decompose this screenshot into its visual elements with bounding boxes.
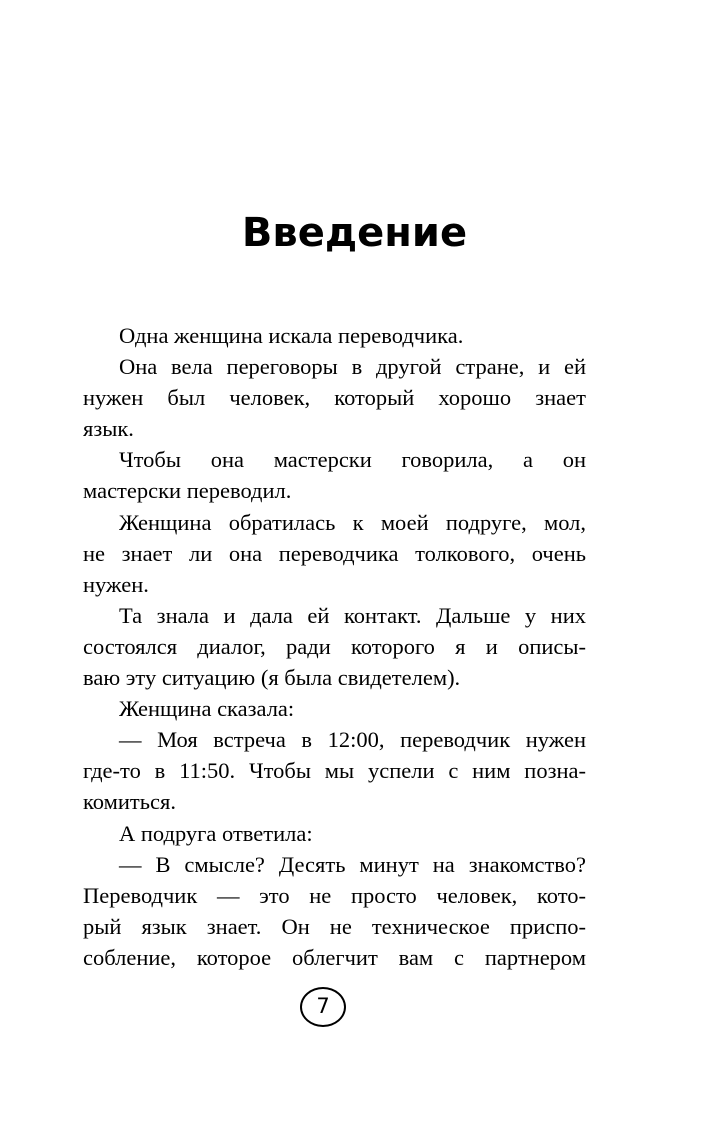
text-line: — В смысле? Десять минут на знакомство?: [119, 851, 586, 877]
text-line: Переводчик — это не просто человек, кото-: [83, 882, 586, 908]
text-line: Она вела переговоры в другой стране, и ей: [119, 354, 586, 380]
text-line: нужен.: [83, 571, 149, 597]
text-line: где-то в 11:50. Чтобы мы успели с ним позна-: [83, 758, 586, 784]
text-line: Женщина сказала:: [119, 696, 295, 722]
text-line: — Моя встреча в 12:00, переводчик нужен: [119, 727, 586, 753]
text-line: Одна женщина искала переводчика.: [119, 323, 464, 348]
text-line: состоялся диалог, ради которого я и описы-: [83, 633, 586, 659]
text-line: собление, которое облегчит вам с партнером: [83, 944, 586, 970]
text-line: нужен был человек, который хорошо знает: [83, 385, 586, 411]
text-line: не знает ли она переводчика толкового, очень: [83, 540, 586, 566]
text-line: Чтобы она мастерски говорила, а он: [119, 447, 586, 473]
text-line: рый язык знает. Он не техническое приспо-: [83, 913, 586, 939]
text-line: язык.: [83, 416, 134, 442]
text-line: ваю эту ситуацию (я была свидетелем).: [83, 665, 461, 691]
page-number: 7: [300, 987, 346, 1027]
text-line: мастерски переводил.: [83, 478, 292, 504]
text-line: А подруга ответила:: [119, 820, 313, 846]
text-line: комиться.: [83, 789, 176, 815]
body-text: [83, 320, 586, 973]
text-line: Та знала и дала ей контакт. Дальше у них: [119, 602, 586, 628]
page-title: Введение: [241, 210, 468, 256]
text-line: Женщина обратилась к моей подруге, мол,: [119, 509, 586, 535]
